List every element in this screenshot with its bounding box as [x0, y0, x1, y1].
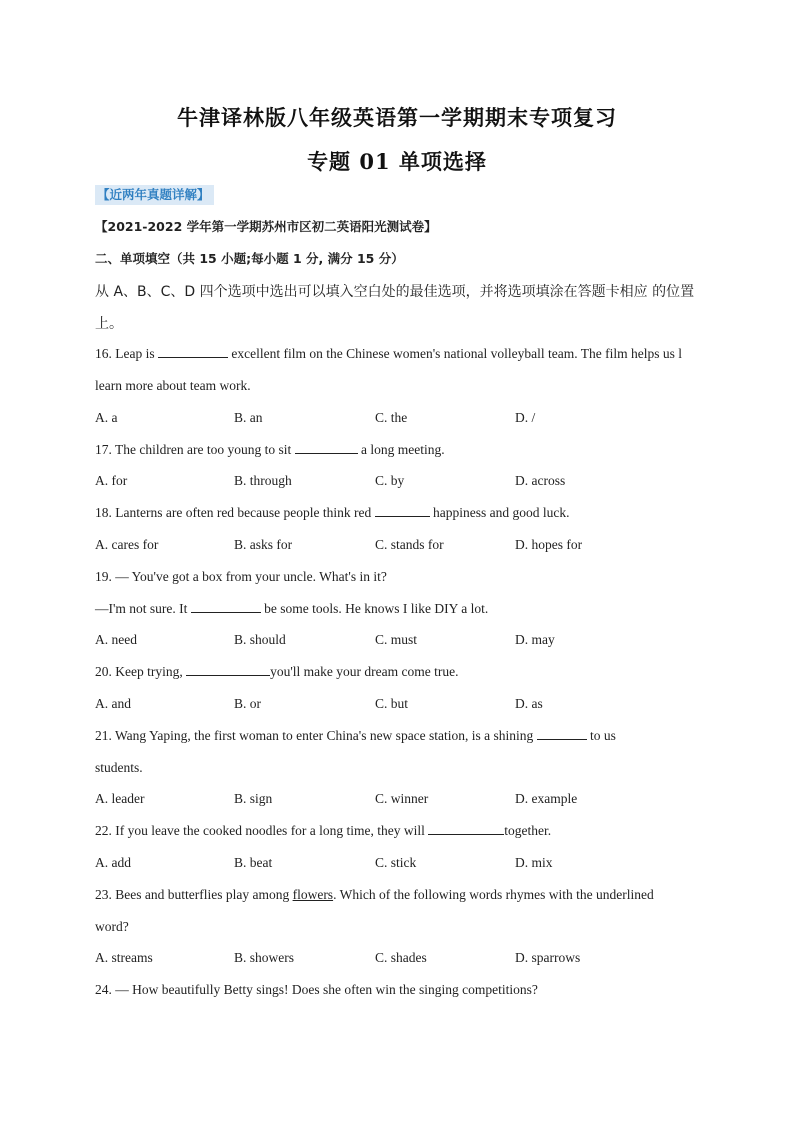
answer-blank [186, 663, 270, 676]
question-text: you'll make your dream come true. [270, 664, 459, 679]
option-c: C. the [375, 410, 408, 425]
question-text: . Which of the following words rhymes with the underlined [333, 887, 654, 902]
option-a: A. and [95, 696, 131, 711]
option-d: D. across [515, 473, 566, 488]
option-b: B. asks for [234, 537, 293, 552]
document-title: 牛津译林版八年级英语第一学期期末专项复习 [177, 105, 617, 130]
option-c: C. shades [375, 950, 427, 965]
option-c: C. but [375, 696, 409, 711]
option-b: B. an [234, 410, 263, 425]
option-d: D. hopes for [515, 537, 583, 552]
question-18 [95, 504, 570, 522]
option-d: D. sparrows [515, 950, 581, 965]
question-text: 20. Keep trying, [95, 664, 187, 679]
question-20 [95, 663, 458, 681]
question-text: —I'm not sure. It [95, 601, 191, 616]
question-text: excellent film on the Chinese women's national volleyball team. The film helps us l [228, 346, 682, 361]
option-b: B. should [234, 632, 286, 647]
answer-blank [295, 441, 358, 454]
exam-source: 【2021-2022 学年第一学期苏州市区初二英语阳光测试卷】 [95, 219, 437, 234]
option-d: D. example [515, 791, 578, 806]
option-a: A. a [95, 410, 118, 425]
option-a: A. cares for [95, 537, 159, 552]
section-tag: 【近两年真题详解】 [95, 185, 214, 205]
question-24: 24. — How beautifully Betty sings! Does she often win the singing competitions? [95, 982, 538, 997]
option-d: D. / [515, 410, 536, 425]
answer-blank [375, 504, 430, 517]
instruction-text-cont: 上。 [95, 316, 123, 332]
question-text: 17. The children are too young to sit [95, 442, 295, 457]
question-17 [95, 441, 445, 459]
option-c: C. stick [375, 855, 417, 870]
answer-blank [158, 345, 228, 358]
option-a: A. streams [95, 950, 153, 965]
answer-blank [537, 727, 587, 740]
part-heading: 二、单项填空（共 15 小题;每小题 1 分, 满分 15 分） [95, 251, 404, 266]
question-text: be some tools. He knows I like DIY a lot. [260, 601, 489, 616]
underlined-word: flowers [292, 887, 334, 902]
question-text: happiness and good luck. [429, 505, 570, 520]
question-text: 23. Bees and butterflies play among [95, 887, 293, 902]
answer-blank [428, 822, 504, 835]
question-19-cont [95, 600, 488, 618]
option-b: B. showers [234, 950, 294, 965]
option-d: D. as [515, 696, 543, 711]
answer-blank [191, 600, 261, 613]
option-c: C. winner [375, 791, 429, 806]
option-a: A. add [95, 855, 131, 870]
option-c: C. must [375, 632, 418, 647]
question-21-cont: students. [95, 760, 143, 775]
question-22 [95, 822, 551, 840]
option-a: A. for [95, 473, 128, 488]
question-19: 19. — You've got a box from your uncle. What's in it? [95, 569, 387, 584]
question-text: to us [586, 728, 616, 743]
option-c: C. by [375, 473, 405, 488]
question-text: a long meeting. [357, 442, 445, 457]
option-a: A. leader [95, 791, 145, 806]
option-b: B. beat [234, 855, 273, 870]
question-text: 18. Lanterns are often red because people think red [95, 505, 375, 520]
option-b: B. sign [234, 791, 273, 806]
question-16-cont: learn more about team work. [95, 378, 251, 393]
option-d: D. mix [515, 855, 553, 870]
question-23 [95, 886, 654, 904]
question-text: together. [504, 823, 552, 838]
question-21 [95, 727, 616, 745]
question-text: 21. Wang Yaping, the first woman to enter China's new space station, is a shining [95, 728, 537, 743]
question-text: 22. If you leave the cooked noodles for a long time, they will [95, 823, 429, 838]
instruction-text: 从 A、B、C、D 四个选项中选出可以填入空白处的最佳选项，并将选项填涂在答题卡相应 的位置 [95, 284, 695, 300]
option-a: A. need [95, 632, 137, 647]
question-16 [95, 345, 682, 363]
option-b: B. or [234, 696, 261, 711]
question-23-cont: word? [95, 919, 129, 934]
option-d: D. may [515, 632, 555, 647]
document-subtitle: 专题 01 单项选择 [307, 149, 487, 174]
option-c: C. stands for [375, 537, 444, 552]
question-text: 16. Leap is [95, 346, 158, 361]
option-b: B. through [234, 473, 292, 488]
